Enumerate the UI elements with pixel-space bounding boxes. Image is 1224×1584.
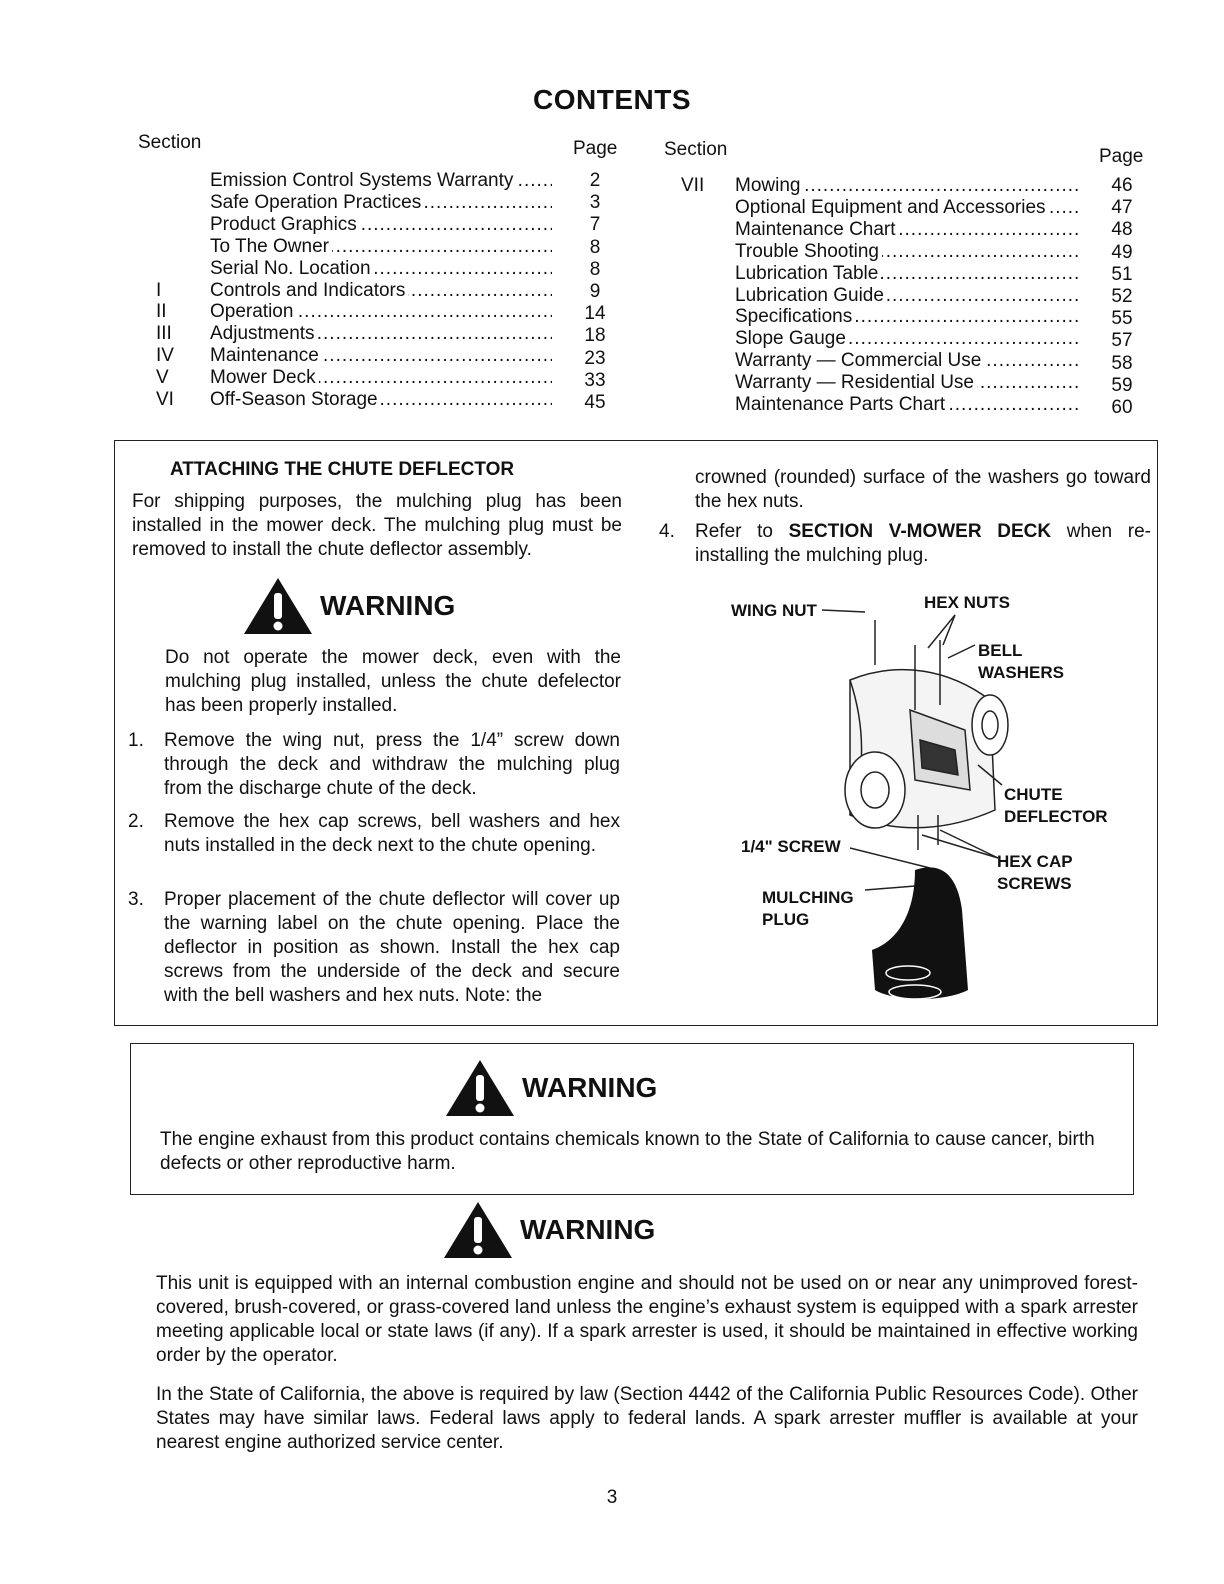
page-title: CONTENTS — [533, 84, 691, 115]
toc-page-number: 55 — [1111, 308, 1133, 330]
toc-entry-label: Off-Season Storage ..... — [210, 389, 552, 411]
step-text: Remove the wing nut, press the 1/4” screw down through the deck and withdraw the mulching plug from the discharge chute of the deck. — [164, 730, 620, 799]
toc-page-number: 23 — [584, 347, 606, 369]
callout-hex-cap-screws: HEX CAP SCREWS — [997, 852, 1073, 893]
toc-page-number: 2 — [589, 170, 601, 191]
warning-triangle-icon — [242, 576, 314, 636]
warning-triangle-icon — [444, 1058, 516, 1118]
callout-bell-washers: BELL WASHERS — [978, 641, 1064, 682]
toc-entry-label: Slope Gauge ..... — [735, 328, 1078, 350]
callout-wing-nut: WING NUT — [731, 601, 817, 620]
toc-page-number: 58 — [1111, 352, 1133, 374]
toc-entry-label: Emission Control Systems Warranty ..... — [210, 170, 552, 192]
toc-entry-label: Mowing ..... — [735, 175, 1078, 197]
california-warning-title: WARNING — [522, 1072, 658, 1103]
toc-page-number: 59 — [1111, 374, 1133, 396]
toc-page-number: 3 — [589, 192, 601, 214]
toc-page-number: 9 — [589, 281, 601, 302]
chute-warning-header — [242, 576, 455, 636]
chute-intro: For shipping purposes, the mulching plug has been installed in the mower deck. The mulching plug must be removed to install the chute deflector assembly. — [132, 491, 622, 560]
step-4-post: when re-installing the mulching plug. — [695, 521, 1151, 566]
toc-page-number: 47 — [1111, 197, 1133, 219]
step-4-bold: SECTION V-MOWER DECK — [788, 521, 1052, 542]
toc-entry-label: Trouble Shooting ..... — [735, 241, 1078, 263]
step-text — [695, 520, 1151, 568]
toc-section-number: VII — [681, 175, 705, 196]
toc-entry-label: Lubrication Guide ..... — [735, 285, 1078, 307]
spark-arrester-para-2: In the State of California, the above is required by law (Section 4442 of the California Public Resources Code). Other States may have similar laws. Federal laws apply to federal lands. A spark arrester muffler is available at your nearest engine authorized service center. — [156, 1384, 1138, 1453]
toc-page-number: 57 — [1111, 330, 1133, 352]
toc-section-number: I — [156, 279, 162, 301]
toc-entry-label: Lubrication Table ..... — [735, 263, 1078, 285]
callout-chute-deflector: CHUTE DEFLECTOR — [1004, 785, 1108, 826]
toc-entry-label: Optional Equipment and Accessories ..... — [735, 197, 1078, 219]
toc-entry-label: Maintenance Parts Chart ..... — [735, 394, 1078, 416]
toc-right-page-header: Page — [1099, 146, 1144, 167]
step-number: 3. — [128, 889, 144, 910]
toc-page-number: 46 — [1111, 175, 1133, 196]
spark-arrester-warning-title: WARNING — [520, 1214, 656, 1245]
callout-screw: 1/4" SCREW — [741, 837, 841, 856]
toc-entry-label: Mower Deck ..... — [210, 367, 552, 389]
spark-arrester-para-1: This unit is equipped with an internal combustion engine and should not be used on or near any unimproved forest-covered, brush-covered, or grass-covered land unless the engine’s exhaust system is equipped with a spark arrester meeting applicable local or state laws (if any). If a spark arrester is used, it should be maintained in effective working order by the operator. — [156, 1273, 1138, 1366]
california-warning-text: The engine exhaust from this product contains chemicals known to the State of California to cause cancer, birth defects or other reproductive harm. — [160, 1129, 1095, 1174]
toc-entry-label: To The Owner ..... — [210, 236, 552, 258]
toc-page-number: 45 — [584, 392, 606, 413]
chute-heading: ATTACHING THE CHUTE DEFLECTOR — [170, 459, 515, 480]
toc-page-number: 48 — [1111, 219, 1133, 241]
toc-section-number: III — [156, 323, 172, 345]
toc-entry-label: Warranty — Commercial Use ..... — [735, 350, 1078, 372]
toc-page-number: 49 — [1111, 241, 1133, 263]
step-text: Proper placement of the chute deflector will cover up the warning label on the chute opening. Place the deflector in position as shown. Install the hex cap screws from the underside of the deck and secure with the bell washers and hex nuts. Note: the — [164, 889, 620, 1006]
toc-page-number: 51 — [1111, 263, 1133, 285]
toc-section-number: II — [156, 301, 167, 323]
toc-page-number: 8 — [589, 236, 601, 258]
step-text: Remove the hex cap screws, bell washers and hex nuts installed in the deck next to the chute opening. — [164, 811, 620, 856]
toc-section-number: VI — [156, 389, 174, 410]
spark-arrester-warning-header — [442, 1200, 655, 1260]
toc-entry-label: Serial No. Location ..... — [210, 258, 552, 280]
chute-warning-text: Do not operate the mower deck, even with the mulching plug installed, unless the chute defelector has been properly installed. — [165, 647, 621, 716]
step-3-continued: crowned (rounded) surface of the washers go toward the hex nuts. — [695, 467, 1151, 512]
toc-page-number: 60 — [1111, 397, 1133, 418]
toc-page-number: 33 — [584, 369, 606, 391]
toc-page-number: 52 — [1111, 286, 1133, 307]
callout-hex-nuts: HEX NUTS — [924, 593, 1010, 612]
step-number: 4. — [659, 521, 675, 542]
toc-entry-label: Operation ..... — [210, 301, 552, 323]
toc-section-number: V — [156, 367, 169, 389]
toc-entry-label: Maintenance Chart ..... — [735, 219, 1078, 241]
toc-left-page-header: Page — [573, 138, 618, 159]
toc-entry-label: Safe Operation Practices ..... — [210, 192, 552, 214]
toc-entry-label: Adjustments ..... — [210, 323, 552, 345]
callout-mulching-plug: MULCHING PLUG — [762, 888, 854, 929]
step-number: 1. — [128, 730, 144, 751]
chute-warning-title: WARNING — [320, 590, 456, 621]
toc-entry-label: Controls and Indicators ..... — [210, 280, 552, 302]
toc-page-number: 18 — [584, 325, 606, 347]
step-4-pre: Refer to — [695, 521, 789, 542]
toc-entry-label: Specifications ..... — [735, 306, 1078, 328]
toc-page-number: 8 — [589, 258, 601, 280]
page-number: 3 — [606, 1487, 618, 1508]
toc-left-section-header: Section — [138, 132, 202, 153]
warning-triangle-icon — [442, 1200, 514, 1260]
toc-page-number: 7 — [589, 214, 601, 236]
toc-entry-label: Maintenance ..... — [210, 345, 552, 367]
toc-page-number: 14 — [584, 303, 606, 325]
toc-section-number: IV — [156, 345, 174, 367]
step-number: 2. — [128, 811, 144, 832]
toc-right-section-header: Section — [664, 139, 728, 160]
toc-entry-label: Warranty — Residential Use ..... — [735, 372, 1078, 394]
toc-entry-label: Product Graphics ..... — [210, 214, 552, 236]
california-warning-header — [444, 1058, 657, 1118]
